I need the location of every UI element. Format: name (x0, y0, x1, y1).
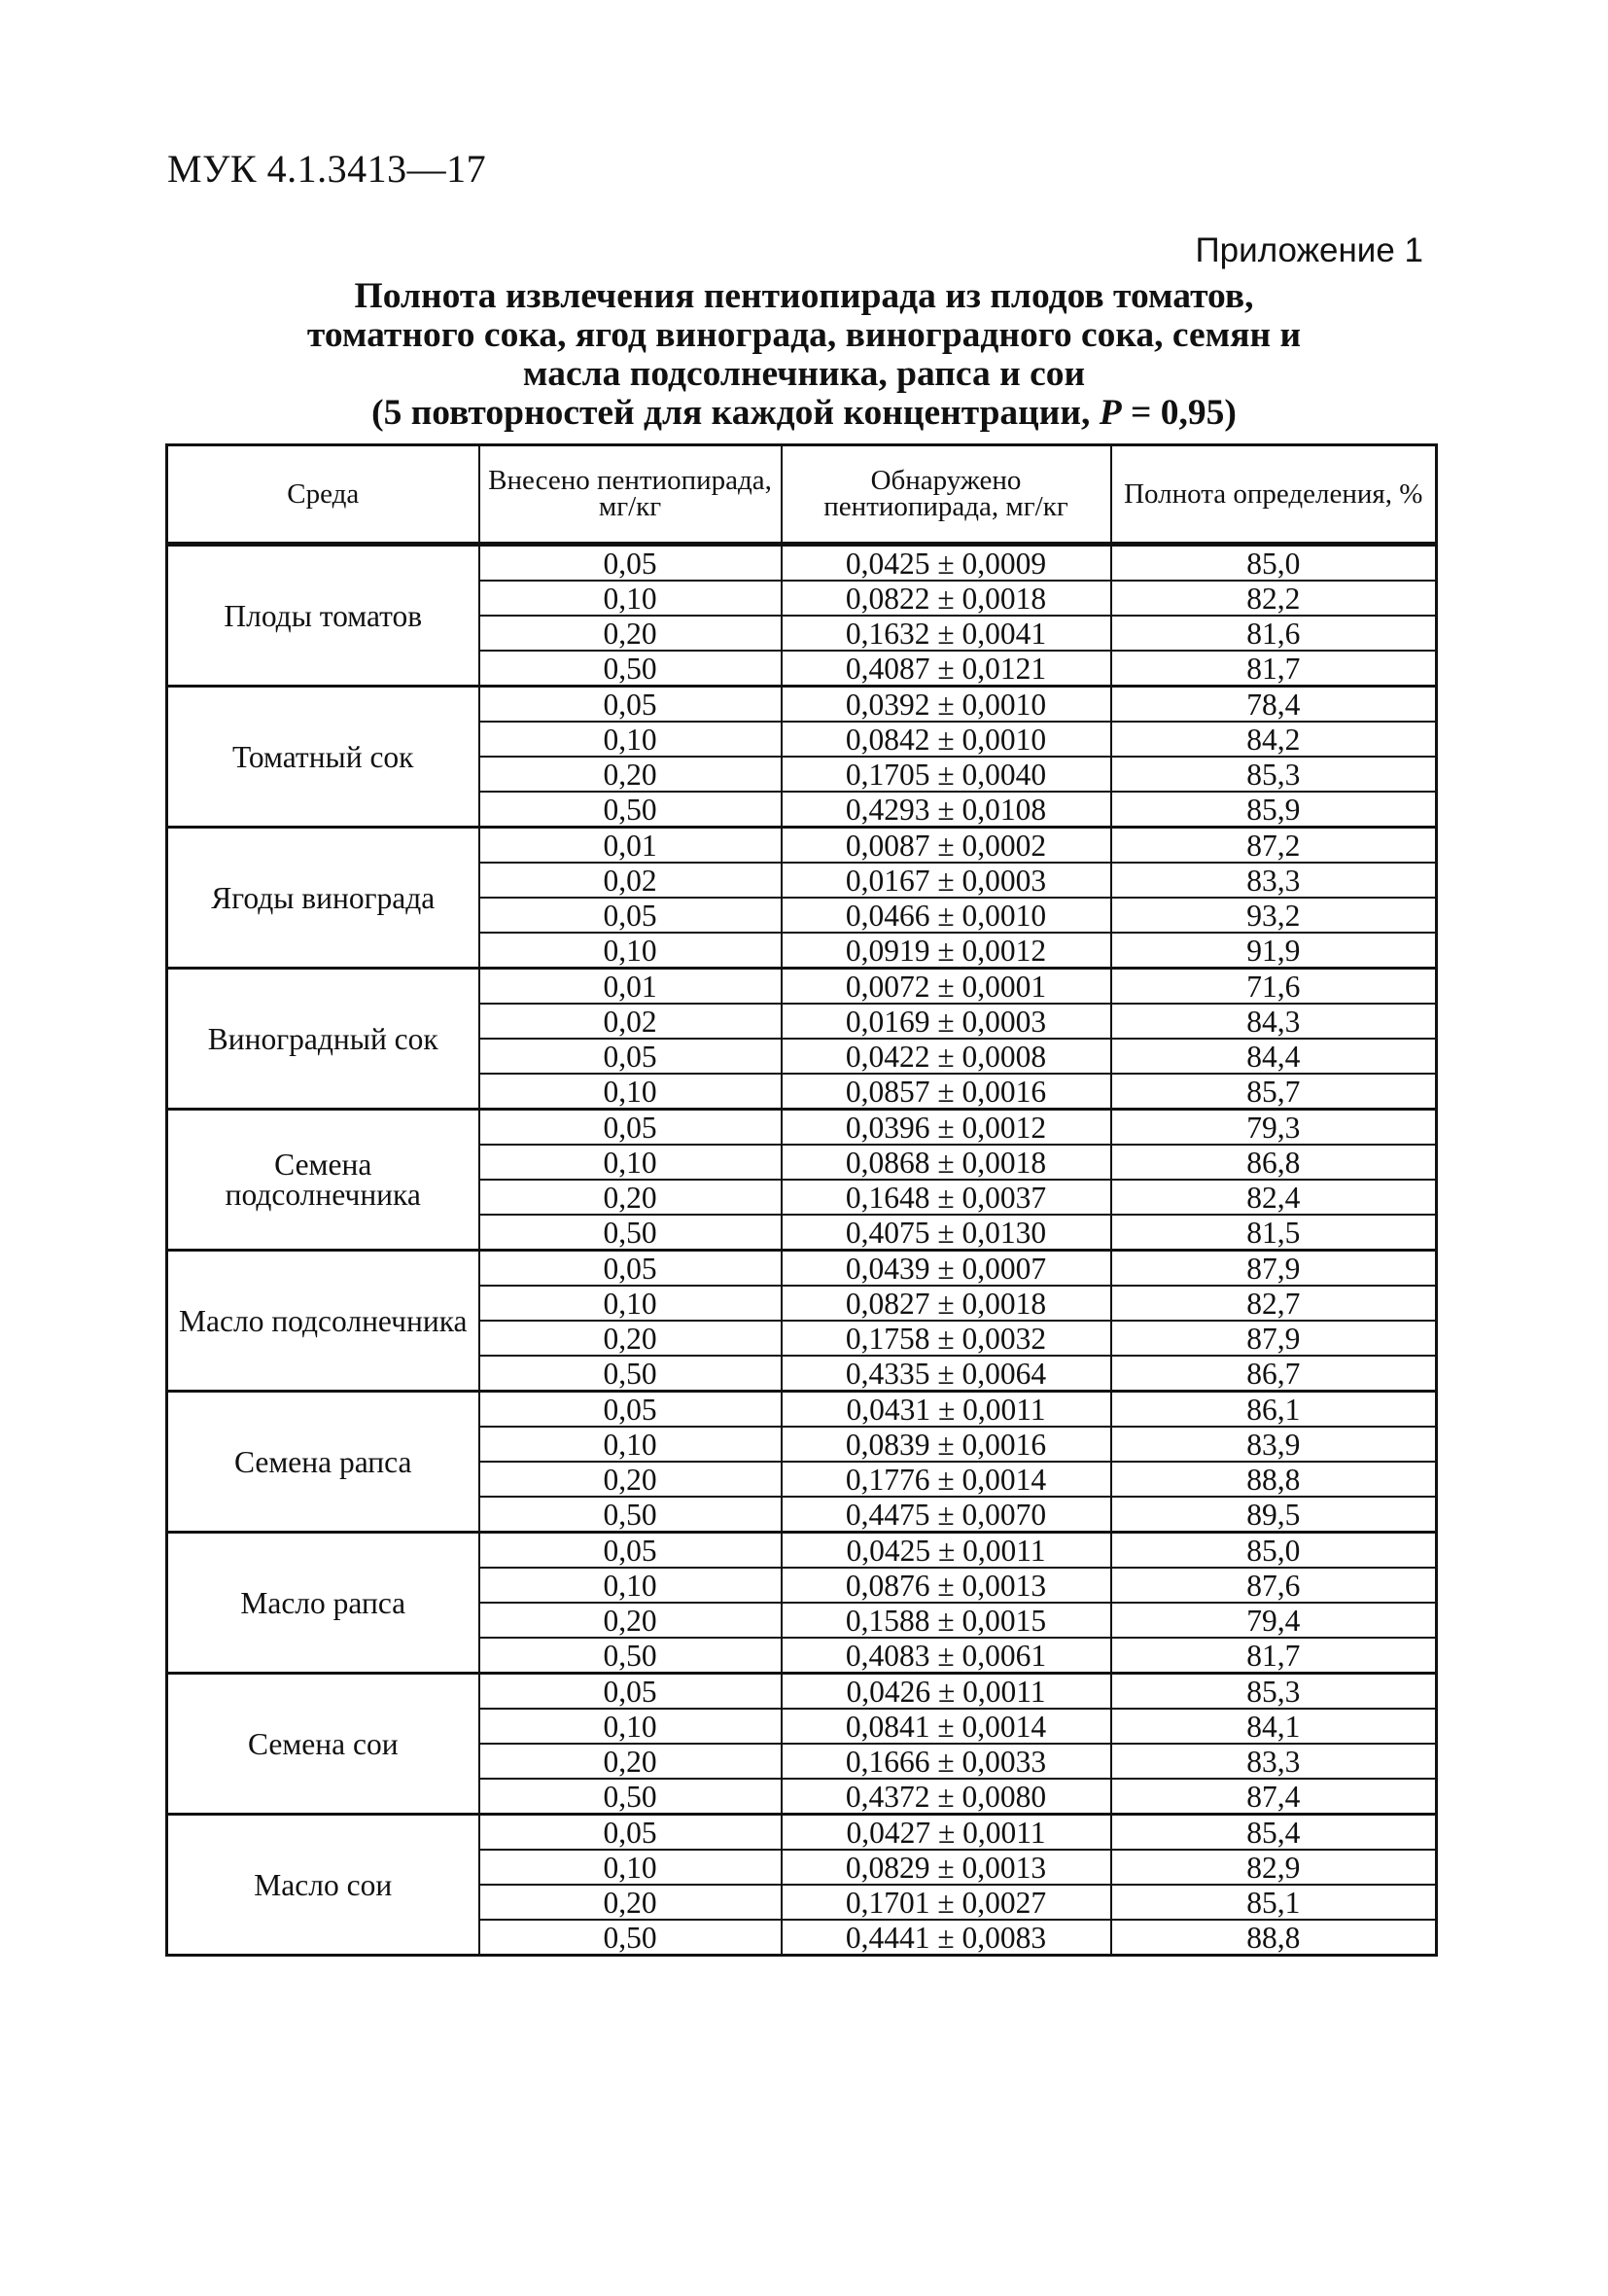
cell-found: 0,0169 ± 0,0003 (782, 1004, 1111, 1039)
cell-found: 0,0426 ± 0,0011 (782, 1674, 1111, 1710)
cell-recovery: 93,2 (1111, 898, 1437, 933)
cell-recovery: 81,7 (1111, 1638, 1437, 1674)
table-row (167, 1815, 1437, 1851)
cell-found: 0,4441 ± 0,0083 (782, 1920, 1111, 1956)
cell-found: 0,0827 ± 0,0018 (782, 1286, 1111, 1321)
table-row (167, 1674, 1437, 1710)
table-row (167, 1110, 1437, 1146)
cell-recovery: 87,4 (1111, 1779, 1437, 1815)
cell-found: 0,4335 ± 0,0064 (782, 1356, 1111, 1392)
cell-recovery: 85,0 (1111, 1533, 1437, 1569)
cell-added: 0,50 (479, 792, 782, 828)
cell-found: 0,0876 ± 0,0013 (782, 1568, 1111, 1603)
title-line-4-suffix: = 0,95) (1121, 393, 1237, 433)
cell-found: 0,0167 ± 0,0003 (782, 863, 1111, 898)
cell-added: 0,10 (479, 1074, 782, 1110)
cell-added: 0,05 (479, 1815, 782, 1851)
cell-found: 0,1632 ± 0,0041 (782, 616, 1111, 651)
cell-added: 0,10 (479, 1286, 782, 1321)
cell-found: 0,1776 ± 0,0014 (782, 1462, 1111, 1497)
cell-recovery: 81,7 (1111, 651, 1437, 687)
cell-added: 0,20 (479, 1321, 782, 1356)
cell-added: 0,20 (479, 616, 782, 651)
cell-added: 0,05 (479, 1251, 782, 1287)
cell-medium: Масло подсолнечника (167, 1251, 479, 1392)
cell-found: 0,0842 ± 0,0010 (782, 722, 1111, 757)
cell-recovery: 81,5 (1111, 1215, 1437, 1251)
cell-recovery: 85,1 (1111, 1885, 1437, 1920)
cell-found: 0,0439 ± 0,0007 (782, 1251, 1111, 1287)
title-line-4 (156, 394, 1452, 433)
cell-medium: Семена подсолнечника (167, 1110, 479, 1251)
cell-added: 0,50 (479, 1356, 782, 1392)
cell-medium: Масло сои (167, 1815, 479, 1956)
cell-found: 0,1758 ± 0,0032 (782, 1321, 1111, 1356)
cell-found: 0,0466 ± 0,0010 (782, 898, 1111, 933)
header-medium: Среда (167, 445, 479, 545)
cell-found: 0,0841 ± 0,0014 (782, 1709, 1111, 1744)
title-line-1: Полнота извлечения пентиопирада из плодов томатов, (354, 276, 1254, 316)
cell-added: 0,05 (479, 1533, 782, 1569)
table-row (167, 1392, 1437, 1428)
cell-recovery: 82,7 (1111, 1286, 1437, 1321)
table-row (167, 1251, 1437, 1287)
cell-medium: Плоды томатов (167, 545, 479, 687)
cell-recovery: 88,8 (1111, 1920, 1437, 1956)
cell-found: 0,0822 ± 0,0018 (782, 581, 1111, 616)
cell-recovery: 82,9 (1111, 1850, 1437, 1885)
header-added: Внесено пентиопирада, мг/кг (479, 445, 782, 545)
cell-recovery: 81,6 (1111, 616, 1437, 651)
table-row (167, 969, 1437, 1005)
cell-added: 0,20 (479, 1744, 782, 1779)
cell-added: 0,10 (479, 1145, 782, 1180)
cell-added: 0,10 (479, 1427, 782, 1462)
cell-recovery: 89,5 (1111, 1497, 1437, 1533)
cell-found: 0,1701 ± 0,0027 (782, 1885, 1111, 1920)
cell-found: 0,1705 ± 0,0040 (782, 757, 1111, 792)
cell-found: 0,1666 ± 0,0033 (782, 1744, 1111, 1779)
cell-medium: Виноградный сок (167, 969, 479, 1110)
cell-found: 0,0431 ± 0,0011 (782, 1392, 1111, 1428)
cell-added: 0,10 (479, 1568, 782, 1603)
cell-recovery: 87,9 (1111, 1321, 1437, 1356)
table-row (167, 545, 1437, 582)
cell-recovery: 79,3 (1111, 1110, 1437, 1146)
cell-found: 0,4372 ± 0,0080 (782, 1779, 1111, 1815)
cell-found: 0,0919 ± 0,0012 (782, 933, 1111, 969)
title-p-symbol: P (1099, 393, 1122, 433)
appendix-label: Приложение 1 (1195, 231, 1423, 269)
cell-recovery: 84,3 (1111, 1004, 1437, 1039)
cell-recovery: 87,6 (1111, 1568, 1437, 1603)
cell-medium: Семена сои (167, 1674, 479, 1815)
cell-added: 0,05 (479, 1674, 782, 1710)
cell-added: 0,50 (479, 1215, 782, 1251)
cell-recovery: 83,3 (1111, 1744, 1437, 1779)
cell-found: 0,0829 ± 0,0013 (782, 1850, 1111, 1885)
cell-recovery: 86,7 (1111, 1356, 1437, 1392)
cell-medium: Томатный сок (167, 687, 479, 828)
cell-recovery: 84,4 (1111, 1039, 1437, 1074)
cell-added: 0,10 (479, 722, 782, 757)
cell-recovery: 87,2 (1111, 828, 1437, 864)
cell-found: 0,0425 ± 0,0009 (782, 545, 1111, 582)
title-line-3: масла подсолнечника, рапса и сои (522, 354, 1086, 394)
cell-added: 0,10 (479, 1709, 782, 1744)
cell-added: 0,50 (479, 1920, 782, 1956)
cell-found: 0,4075 ± 0,0130 (782, 1215, 1111, 1251)
cell-recovery: 71,6 (1111, 969, 1437, 1005)
cell-added: 0,01 (479, 969, 782, 1005)
cell-recovery: 79,4 (1111, 1603, 1437, 1638)
cell-added: 0,50 (479, 651, 782, 687)
cell-recovery: 82,2 (1111, 581, 1437, 616)
cell-found: 0,0868 ± 0,0018 (782, 1145, 1111, 1180)
cell-recovery: 85,3 (1111, 757, 1437, 792)
cell-recovery: 88,8 (1111, 1462, 1437, 1497)
cell-recovery: 83,3 (1111, 863, 1437, 898)
cell-added: 0,05 (479, 1392, 782, 1428)
cell-recovery: 85,3 (1111, 1674, 1437, 1710)
cell-found: 0,0072 ± 0,0001 (782, 969, 1111, 1005)
cell-found: 0,4087 ± 0,0121 (782, 651, 1111, 687)
cell-found: 0,0392 ± 0,0010 (782, 687, 1111, 723)
table-row (167, 828, 1437, 864)
cell-recovery: 85,9 (1111, 792, 1437, 828)
cell-added: 0,02 (479, 1004, 782, 1039)
cell-added: 0,20 (479, 1885, 782, 1920)
cell-added: 0,10 (479, 581, 782, 616)
cell-added: 0,20 (479, 1462, 782, 1497)
cell-found: 0,0427 ± 0,0011 (782, 1815, 1111, 1851)
header-recovery: Полнота определения, % (1111, 445, 1437, 545)
document-code: МУК 4.1.3413—17 (167, 147, 487, 191)
cell-added: 0,05 (479, 1110, 782, 1146)
cell-added: 0,05 (479, 898, 782, 933)
cell-found: 0,4083 ± 0,0061 (782, 1638, 1111, 1674)
recovery-table (165, 443, 1438, 1957)
cell-recovery: 83,9 (1111, 1427, 1437, 1462)
cell-added: 0,20 (479, 1603, 782, 1638)
cell-medium: Ягоды винограда (167, 828, 479, 969)
cell-medium: Масло рапса (167, 1533, 479, 1674)
table-body (167, 545, 1437, 1956)
cell-added: 0,20 (479, 757, 782, 792)
cell-added: 0,10 (479, 933, 782, 969)
cell-added: 0,05 (479, 545, 782, 582)
cell-found: 0,1648 ± 0,0037 (782, 1180, 1111, 1215)
cell-recovery: 87,9 (1111, 1251, 1437, 1287)
cell-recovery: 85,4 (1111, 1815, 1437, 1851)
cell-found: 0,0857 ± 0,0016 (782, 1074, 1111, 1110)
cell-added: 0,10 (479, 1850, 782, 1885)
table-title (156, 277, 1452, 433)
cell-found: 0,4293 ± 0,0108 (782, 792, 1111, 828)
cell-added: 0,02 (479, 863, 782, 898)
cell-found: 0,0425 ± 0,0011 (782, 1533, 1111, 1569)
cell-recovery: 84,1 (1111, 1709, 1437, 1744)
header-found: Обнаружено пентиопирада, мг/кг (782, 445, 1111, 545)
cell-recovery: 86,1 (1111, 1392, 1437, 1428)
table-row (167, 1533, 1437, 1569)
cell-recovery: 78,4 (1111, 687, 1437, 723)
cell-recovery: 84,2 (1111, 722, 1437, 757)
cell-found: 0,1588 ± 0,0015 (782, 1603, 1111, 1638)
cell-found: 0,0422 ± 0,0008 (782, 1039, 1111, 1074)
cell-added: 0,50 (479, 1638, 782, 1674)
cell-recovery: 85,7 (1111, 1074, 1437, 1110)
cell-recovery: 86,8 (1111, 1145, 1437, 1180)
cell-recovery: 91,9 (1111, 933, 1437, 969)
cell-recovery: 82,4 (1111, 1180, 1437, 1215)
cell-added: 0,01 (479, 828, 782, 864)
table-row (167, 687, 1437, 723)
cell-found: 0,0839 ± 0,0016 (782, 1427, 1111, 1462)
cell-medium: Семена рапса (167, 1392, 479, 1533)
cell-added: 0,50 (479, 1779, 782, 1815)
table-header-row (167, 445, 1437, 545)
cell-found: 0,0087 ± 0,0002 (782, 828, 1111, 864)
cell-added: 0,50 (479, 1497, 782, 1533)
title-line-4-prefix: (5 повторностей для каждой концентрации, (371, 393, 1100, 433)
cell-added: 0,05 (479, 1039, 782, 1074)
cell-recovery: 85,0 (1111, 545, 1437, 582)
cell-found: 0,0396 ± 0,0012 (782, 1110, 1111, 1146)
cell-added: 0,20 (479, 1180, 782, 1215)
cell-added: 0,05 (479, 687, 782, 723)
title-line-2: томатного сока, ягод винограда, виноградного сока, семян и (306, 315, 1302, 355)
cell-found: 0,4475 ± 0,0070 (782, 1497, 1111, 1533)
